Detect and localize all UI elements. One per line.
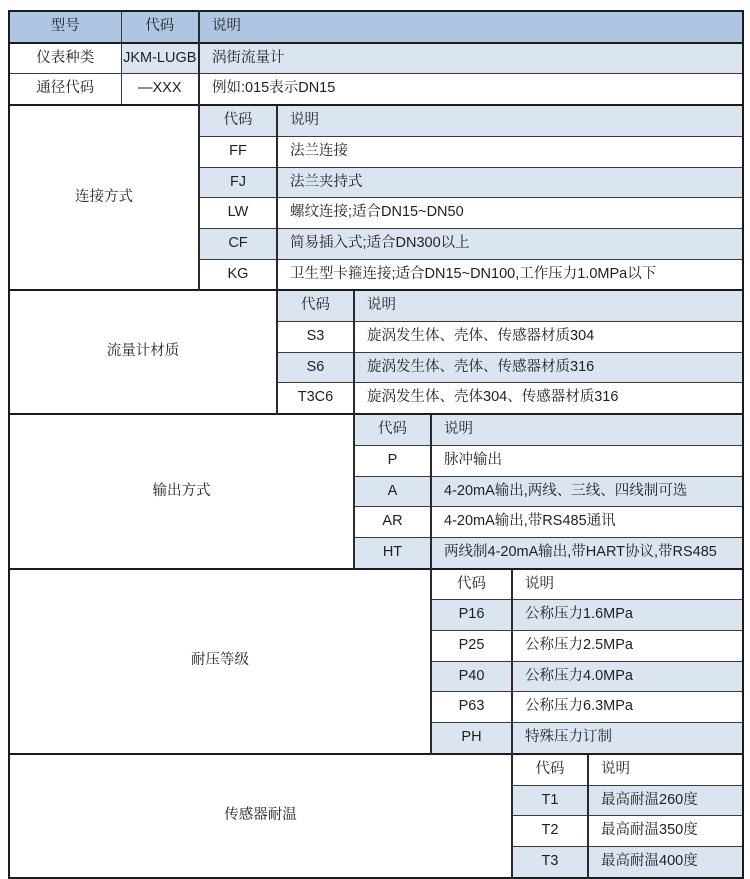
cell-code: T2: [512, 816, 588, 847]
sub-header-desc: 说明: [512, 569, 743, 600]
cell-desc: 最高耐温400度: [588, 846, 743, 877]
cell-code: AR: [354, 507, 431, 538]
cell-code: P: [354, 445, 431, 476]
section-label-connection: 连接方式: [9, 105, 199, 290]
cell-desc: 最高耐温260度: [588, 785, 743, 816]
table-row: [9, 569, 743, 600]
section-label-temperature: 传感器耐温: [9, 754, 512, 878]
section-label-output: 输出方式: [9, 414, 354, 569]
cell-desc: 公称压力6.3MPa: [512, 692, 743, 723]
cell-desc: 两线制4-20mA输出,带HART协议,带RS485: [431, 537, 743, 568]
cell-code: JKM-LUGB: [121, 43, 199, 74]
cell-code: CF: [199, 228, 277, 259]
section-label-pressure: 耐压等级: [9, 569, 431, 754]
cell-code: P40: [431, 661, 512, 692]
table-row: [9, 105, 743, 136]
cell-desc: 公称压力1.6MPa: [512, 600, 743, 631]
table-row: [9, 74, 743, 105]
header-model: 型号: [9, 11, 121, 43]
cell-label: 通径代码: [9, 74, 121, 105]
cell-desc: 4-20mA输出,两线、三线、四线制可选: [431, 476, 743, 507]
cell-code: P25: [431, 631, 512, 662]
cell-desc: 旋涡发生体、壳体304、传感器材质316: [354, 383, 743, 414]
sub-header-desc: 说明: [588, 754, 743, 785]
cell-code: P63: [431, 692, 512, 723]
cell-code: LW: [199, 198, 277, 229]
sub-header-desc: 说明: [277, 105, 743, 136]
cell-desc: 特殊压力订制: [512, 723, 743, 754]
sub-header-desc: 说明: [431, 414, 743, 445]
cell-desc: 脉冲输出: [431, 445, 743, 476]
cell-desc: 卫生型卡箍连接;适合DN15~DN100,工作压力1.0MPa以下: [277, 259, 743, 290]
sub-header-desc: 说明: [354, 290, 743, 321]
sub-header-code: 代码: [199, 105, 277, 136]
table-row: [9, 290, 743, 321]
cell-desc: 法兰夹持式: [277, 167, 743, 198]
cell-desc: 简易插入式;适合DN300以上: [277, 228, 743, 259]
cell-code: KG: [199, 259, 277, 290]
header-code: 代码: [121, 11, 199, 43]
cell-desc: 4-20mA输出,带RS485通讯: [431, 507, 743, 538]
cell-code: S6: [277, 352, 354, 383]
cell-code: S3: [277, 322, 354, 353]
cell-code: —XXX: [121, 74, 199, 105]
header-desc: 说明: [199, 11, 743, 43]
table-row: [9, 414, 743, 445]
cell-code: P16: [431, 600, 512, 631]
cell-desc: 公称压力4.0MPa: [512, 661, 743, 692]
sub-header-code: 代码: [354, 414, 431, 445]
sub-header-code: 代码: [512, 754, 588, 785]
cell-desc: 涡街流量计: [199, 43, 743, 74]
cell-desc: 旋涡发生体、壳体、传感器材质304: [354, 322, 743, 353]
table-row: [9, 754, 743, 785]
cell-code: PH: [431, 723, 512, 754]
cell-desc: 最高耐温350度: [588, 816, 743, 847]
cell-code: T3C6: [277, 383, 354, 414]
cell-desc: 例如:015表示DN15: [199, 74, 743, 105]
cell-code: T3: [512, 846, 588, 877]
sub-header-code: 代码: [431, 569, 512, 600]
cell-label: 仪表种类: [9, 43, 121, 74]
section-label-material: 流量计材质: [9, 290, 277, 414]
sub-header-code: 代码: [277, 290, 354, 321]
table-row: [9, 43, 743, 74]
cell-code: HT: [354, 537, 431, 568]
model-selection-table: [8, 10, 744, 879]
cell-desc: 旋涡发生体、壳体、传感器材质316: [354, 352, 743, 383]
table-row: [9, 11, 743, 43]
cell-code: FJ: [199, 167, 277, 198]
cell-desc: 法兰连接: [277, 136, 743, 167]
cell-code: A: [354, 476, 431, 507]
cell-code: FF: [199, 136, 277, 167]
cell-desc: 螺纹连接;适合DN15~DN50: [277, 198, 743, 229]
cell-desc: 公称压力2.5MPa: [512, 631, 743, 662]
cell-code: T1: [512, 785, 588, 816]
